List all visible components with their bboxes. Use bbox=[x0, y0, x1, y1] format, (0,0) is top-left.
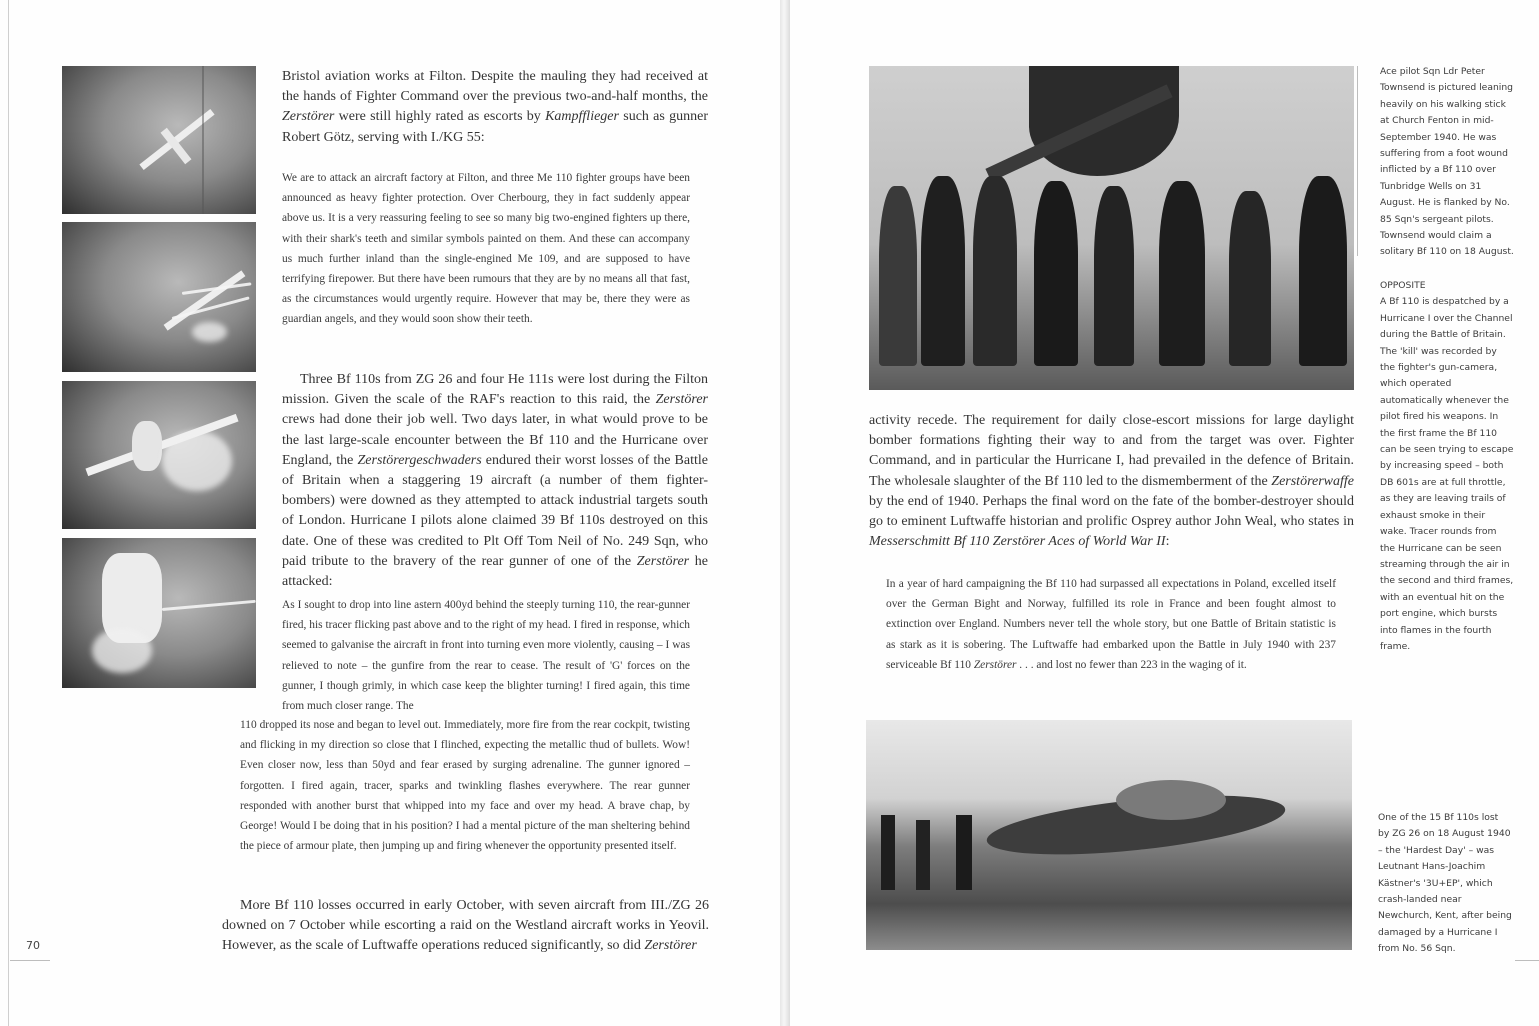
gun-camera-frame-1 bbox=[62, 66, 256, 214]
october-paragraph: More Bf 110 losses occurred in early October, with seven aircraft from III./ZG 26 downed on 7 October while escorting a raid on the Westland aircraft works in Yeovil. However, as the scale of Luftwaffe operations reduced significantly, so did Zerstörer bbox=[222, 898, 709, 954]
recede-paragraph: activity recede. The requirement for daily close-escort missions for large daylight bomber formations fighting their way to and from the target was over. Fighter Command, and in particular the Hurricane I, had prevailed in the defence of Britain. The wholesale slaughter of the Bf 110 led to the dismemberment of the Zerstörerwaffe by the end of 1940. Perhaps the final word on the fate of the bomber-destroyer should go to eminent Luftwaffe historian and prolific Osprey author John Weal, who states in Messerschmitt Bf 110 Zerstörer Aces of World War II: bbox=[869, 413, 1354, 550]
townsend-group-photo bbox=[869, 66, 1354, 390]
folio-rule-right bbox=[1515, 960, 1539, 961]
townsend-caption: Ace pilot Sqn Ldr Peter Townsend is pictured leaning heavily on his walking stick at Church Fenton in mid-September 1940. He was suffering from a foot wound inflicted by a Bf 110 over Tunbridge Wells on 31 August. He is flanked by No. 85 Sqn's sergeant pilots. Townsend would claim a solitary Bf 110 on 18 August. bbox=[1380, 66, 1514, 258]
crashed-bf110-photo bbox=[866, 720, 1352, 950]
book-gutter bbox=[780, 0, 790, 1026]
folio-rule-left bbox=[10, 960, 50, 961]
page-number-left: 70 bbox=[26, 939, 40, 952]
page-edge bbox=[8, 0, 9, 1026]
intro-paragraph: Bristol aviation works at Filton. Despite the mauling they had received at the hands of Fighter Command over the previous two-and-half months, the Zerstörer were still highly rated as escorts by Kampfflieger such as gunner Robert Götz, serving with I./KG 55: bbox=[282, 69, 708, 145]
gun-camera-frame-2 bbox=[62, 222, 256, 372]
gun-camera-frame-3 bbox=[62, 381, 256, 529]
gotz-quote: We are to attack an aircraft factory at Filton, and three Me 110 fighter groups have been announced as heavy fighter protection. Over Cherbourg, they in fact suddenly appear above us. It is a very reassuring feeling to see so many big two-engined fighters up there, with their shark's teeth and similar symbols painted on them. And these can accompany us much further inland than the single-engined Me 109, and are supposed to have terrifying firepower. But there have been rumours that they are by no means all that fast, as the circumstances would urgently require. However that may be, there they were as guardian angels, and they would soon show their teeth. bbox=[282, 172, 690, 326]
weal-quote: In a year of hard campaigning the Bf 110 had surpassed all expectations in Poland, excelled itself over the German Bight and Norway, fulfilled its role in France and been fought almost to extinction over England. Numbers never tell the whole story, but one Battle of Britain statistic is as stark as it is sobering. The Luftwaffe had embarked upon the Battle in July 1940 with 237 serviceable Bf 110 Zerstörer . . . and lost no fewer than 223 in the waging of it. bbox=[886, 578, 1336, 671]
opposite-caption: OPPOSITE A Bf 110 is despatched by a Hurricane I over the Channel during the Battle of Britain. The 'kill' was recorded by the fighter's gun-camera, which operated automatically whenever the pilot fired his weapons. In the first frame the Bf 110 can be seen trying to escape by increasing speed – both DB 601s are at full throttle, as they are leaving trails of exhaust smoke in their wake. Tracer rounds from the Hurricane can be seen streaming through the air in the second and third frames, with an eventual hit on the port engine, which bursts into flames in the fourth frame. bbox=[1380, 280, 1514, 652]
neil-quote-part-2: 110 dropped its nose and began to level out. Immediately, more fire from the rear cockpit, twisting and flicking in my direction so close that I flinched, expecting the metallic thud of bullets. Wow! Even closer now, less than 50yd and fear erased by surging adrenaline. The gunner ignored – forgotten. I fired again, tracer, sparks and twinkling flashes everywhere. The rear gunner responded with another burst that whipped into my face and over my head. A brave chap, by George! Would I be doing that in his position? I had a mental picture of the man sheltering behind the piece of armour plate, then jumping up and firing whenever the opportunity presented itself. bbox=[240, 719, 690, 853]
neil-quote-part-1: As I sought to drop into line astern 400yd behind the steeply turning 110, the rear-gunner fired, his tracer flicking past above and to the right of my head. I fired in response, which seemed to galvanise the aircraft in front into turning even more violently, causing – I was relieved to note – the gunfire from the rear to cease. The result of 'G' forces on the gunner, I though grimly, in which case keep the blighter turning! I fired again, this time from much closer range. The bbox=[282, 599, 690, 713]
kastner-caption: One of the 15 Bf 110s lost by ZG 26 on 18 August 1940 – the 'Hardest Day' – was Leutnant Hans-Joachim Kästner's '3U+EP', which crash-landed near Newchurch, Kent, after being damaged by a Hurricane I from No. 56 Sqn. bbox=[1378, 812, 1512, 955]
opposite-label: OPPOSITE bbox=[1380, 280, 1426, 291]
filton-paragraph: Three Bf 110s from ZG 26 and four He 111s were lost during the Filton mission. Given the scale of the RAF's reaction to this raid, the Zerstörer crews had done their job well. Two days later, in what would prove to be the last large-scale encounter between the Bf 110 and the Hurricane over England, the Zerstörergeschwaders endured their worst losses of the Battle of Britain when a staggering 19 aircraft (a number of them fighter-bombers) were downed as they attempted to attack industrial targets south of London. Hurricane I pilots alone claimed 39 Bf 110s destroyed on this date. One of these was credited to Plt Off Tom Neil of No. 249 Sqn, who paid tribute to the bravery of the rear gunner of one of the Zerstörer he attacked: bbox=[282, 372, 708, 590]
gun-camera-frame-4 bbox=[62, 538, 256, 688]
caption-divider bbox=[1357, 66, 1358, 256]
